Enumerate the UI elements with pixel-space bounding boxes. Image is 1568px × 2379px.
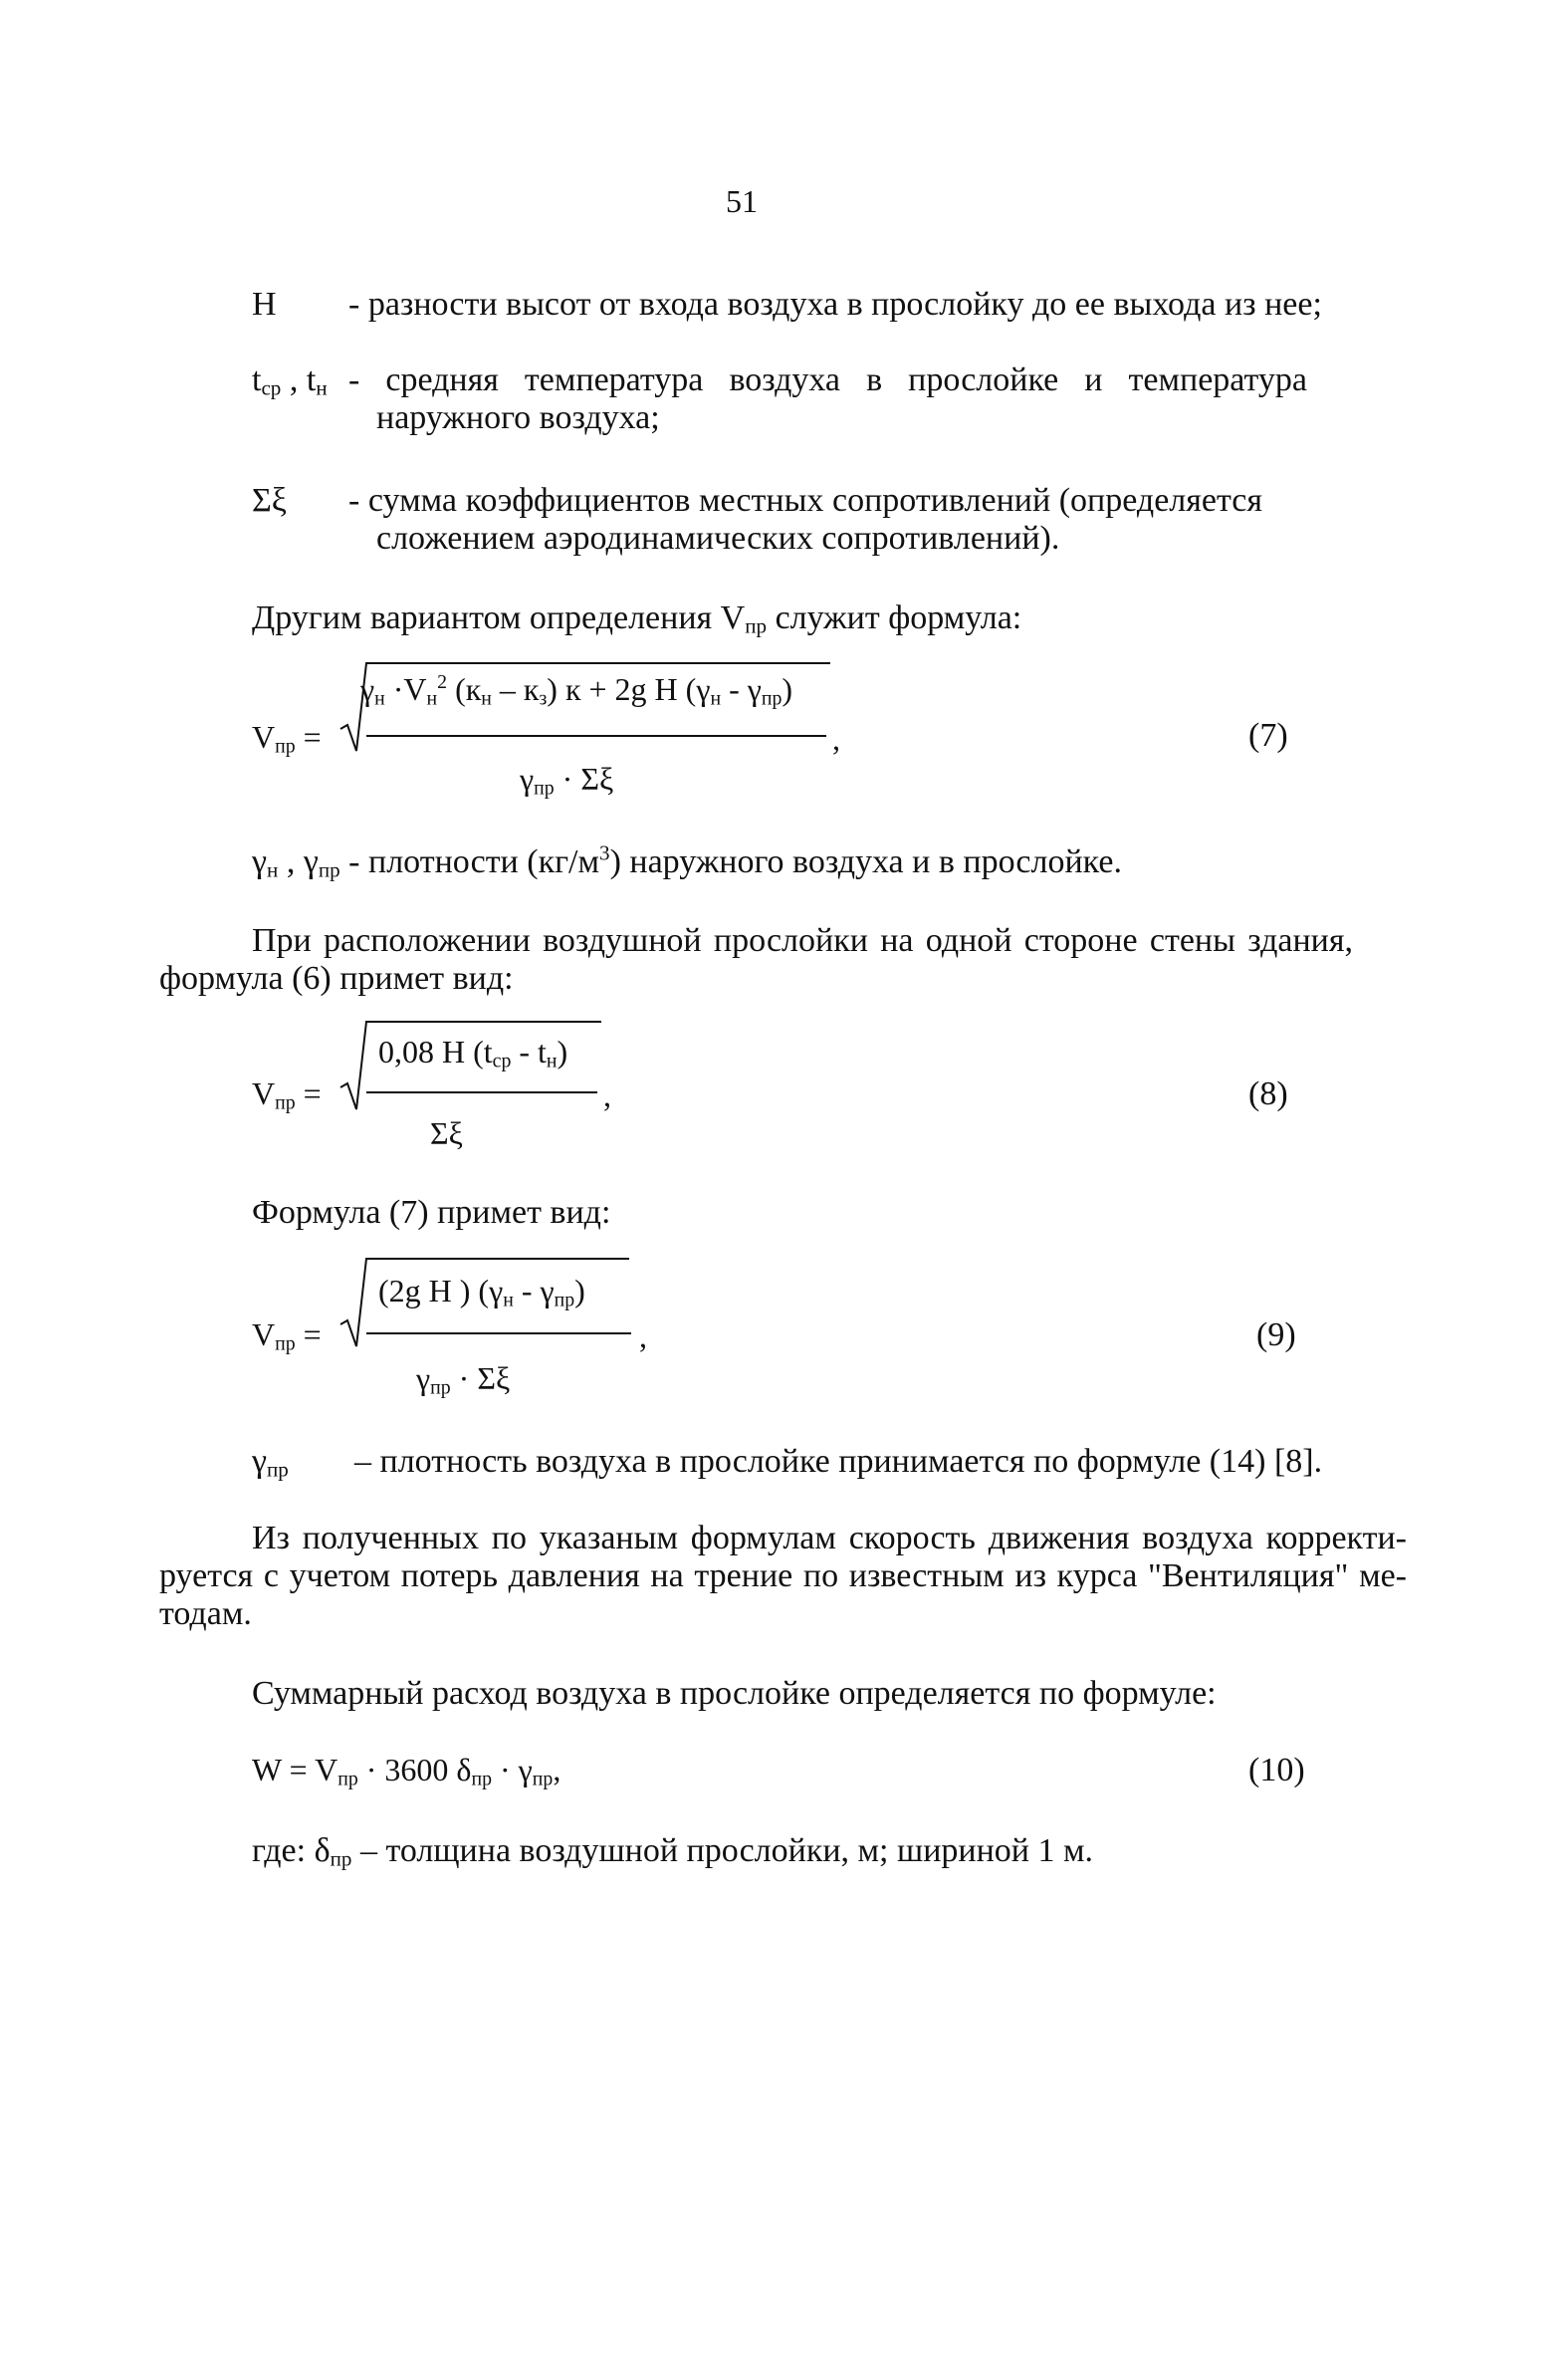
page-number: 51 [726, 183, 758, 219]
def-t-symbol: $t_{ср}$ , $t_н$ [252, 361, 328, 400]
where-definition: где: $\delta_{пр}$ – толщина воздушной прослойки, м; шириной 1 м. [252, 1832, 1093, 1871]
paragraph-location-line1: При расположении воздушной прослойки на одной стороне стены здания, [252, 922, 1353, 959]
formula-9-fraction-bar [366, 1332, 631, 1334]
def-h-text: - разности высот от входа воздуха в прослойку до ее выхода из нее; [348, 286, 1322, 323]
def-gamma-pr-symbol: $\gamma_{пр}$ [252, 1443, 289, 1482]
formula-8-numerator: 0,08 H $(t_{ср} - t_н)$ [378, 1034, 568, 1072]
paragraph-other-variant: Другим вариантом определения $V_{пр}$ служит формула: [252, 599, 1022, 638]
paragraph-location-line2: формула (6) примет вид: [159, 960, 514, 997]
formula-8-comma: , [603, 1077, 611, 1113]
def-xi-symbol: Σξ [252, 482, 287, 519]
formula-7-comma: , [832, 721, 840, 757]
formula-7-lhs: $V_{пр}$ = [252, 719, 322, 758]
def-t-line1: - средняя температура воздуха в прослойке и температура [348, 361, 1307, 398]
def-gamma: $\gamma_н$ , $\gamma_{пр}$ - плотности $(кг/м^3)$ наружного воздуха и в прослойке. [252, 840, 1122, 882]
paragraph-speed-line2: руется с учетом потерь давления на трение по известным из курса "Вентиляция" ме- [159, 1557, 1407, 1594]
formula-8-label: (8) [1248, 1075, 1288, 1112]
paragraph-speed-line1: Из полученных по указаным формулам скорость движения воздуха корректи- [252, 1520, 1407, 1556]
formula-7-numerator: $\gamma_н \cdot V_н^2$ $(к_н - к_з) к + 2g$ H $(\gamma_н - \gamma_{пр})$ [360, 671, 793, 710]
def-xi-line2: сложением аэродинамических сопротивлений). [376, 520, 1060, 557]
def-h-symbol: H [252, 286, 277, 323]
formula-9-numerator: (2g H ) $(\gamma_н - \gamma_{пр})$ [378, 1273, 585, 1311]
formula-10-expression: $W = V_{пр} \cdot 3600$ $\delta_{пр} \cdot \gamma_{пр}$, [252, 1752, 561, 1790]
formula-7-fraction-bar [366, 735, 826, 737]
formula-9-lhs: $V_{пр}$ = [252, 1316, 322, 1355]
formula-7-denominator: $\gamma_{пр} \cdot \Sigma\xi$ [520, 761, 614, 800]
paragraph-speed-line3: тодам. [159, 1595, 252, 1632]
formula-9-label: (9) [1256, 1316, 1296, 1353]
formula-8-fraction-bar [366, 1091, 597, 1093]
formula-10-label: (10) [1248, 1752, 1305, 1788]
formula-9-denominator: $\gamma_{пр} \cdot \Sigma\xi$ [416, 1360, 511, 1399]
formula-8-denominator: Σξ [430, 1115, 463, 1151]
def-xi-line1: - сумма коэффициентов местных сопротивлений (определяется [348, 482, 1262, 519]
paragraph-total-flow: Суммарный расход воздуха в прослойке определяется по формуле: [252, 1675, 1217, 1712]
def-t-line2: наружного воздуха; [376, 399, 660, 436]
def-gamma-pr-text: – плотность воздуха в прослойке принимается по формуле (14) [8]. [354, 1443, 1323, 1480]
paragraph-formula-7-form: Формула (7) примет вид: [252, 1194, 611, 1231]
formula-7-label: (7) [1248, 717, 1288, 754]
formula-9-comma: , [639, 1318, 647, 1354]
formula-8-lhs: $V_{пр}$ = [252, 1075, 322, 1114]
